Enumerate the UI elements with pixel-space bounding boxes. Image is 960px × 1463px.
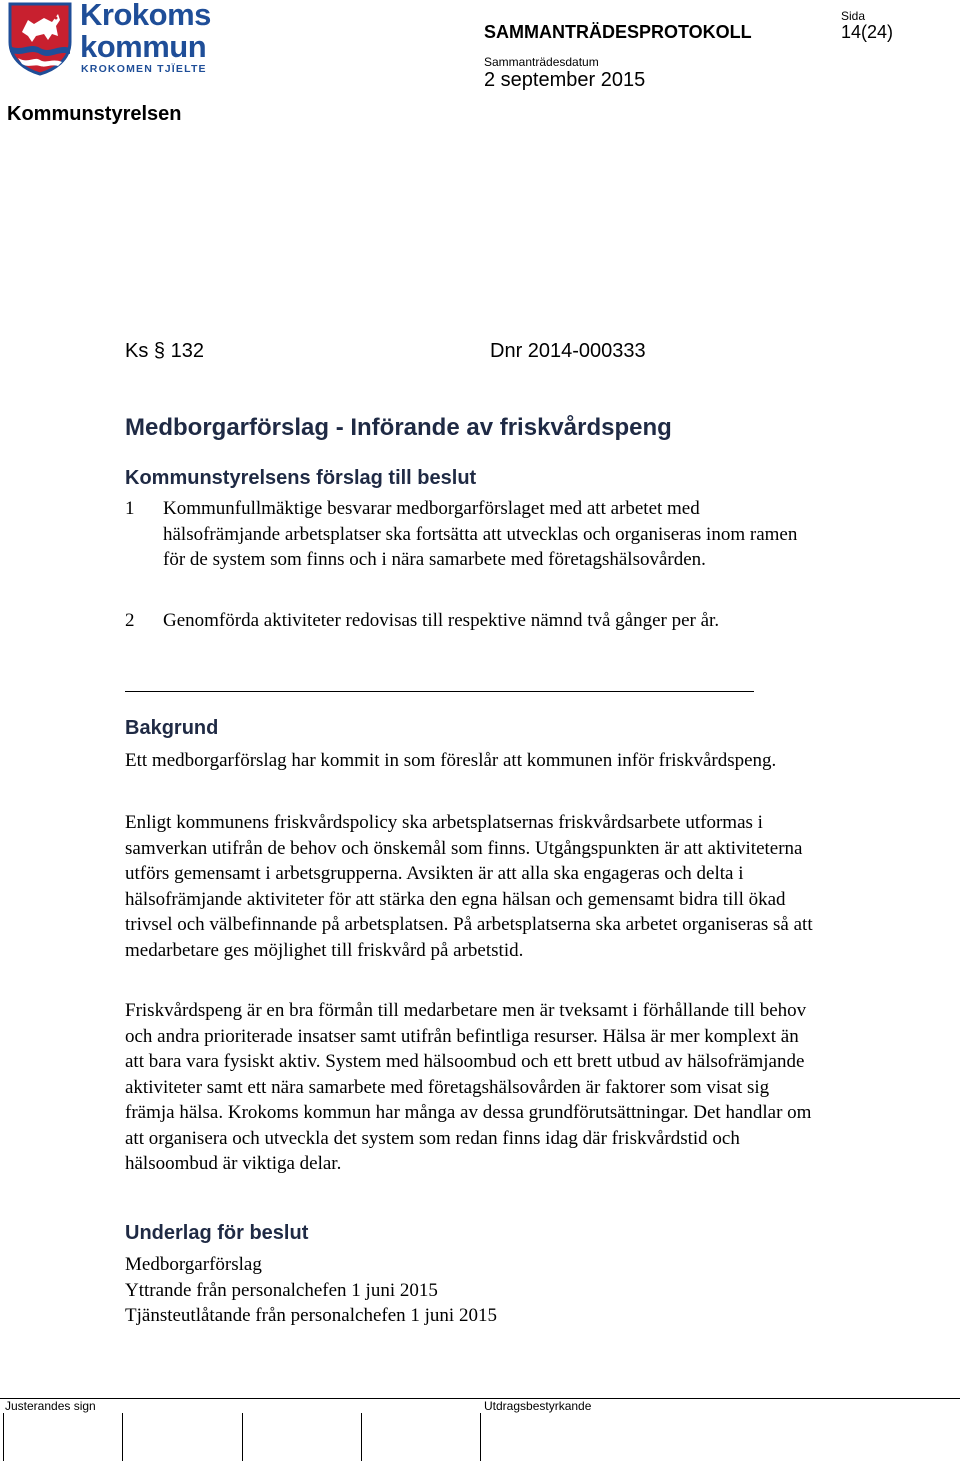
background-paragraph: Ett medborgarförslag har kommit in som föreslår att kommunen inför friskvårdspeng.: [125, 750, 777, 771]
divider-line: [125, 691, 724, 692]
background-heading: Bakgrund: [125, 717, 219, 739]
signature-box-divider: [242, 1413, 243, 1461]
logo-name-line2: kommun: [80, 29, 207, 64]
signature-box-divider: [3, 1413, 4, 1461]
case-title: Medborgarförslag - Införande av friskvårdspeng: [125, 414, 672, 441]
basis-item: Tjänsteutlåtande från personalchefen 1 juni 2015: [125, 1305, 497, 1326]
case-paragraph-number: Ks § 132: [125, 340, 204, 362]
basis-item: Yttrande från personalchefen 1 juni 2015: [125, 1279, 438, 1301]
logo-name-line1: Krokoms: [80, 0, 211, 32]
proposal-item-text: Genomförda aktiviteter redovisas till respektive nämnd två gånger per år.: [163, 610, 720, 631]
proposal-item-text: Kommunfullmäktige besvarar medborgarförslaget med att arbetet med hälsofrämjande arbetsplatser ska fortsätta att utvecklas och organiseras inom ramen för de system som finns och i nära samarbete med företagshälsovården.: [163, 498, 798, 570]
extract-certification-label: Utdragsbestyrkande: [484, 1399, 592, 1413]
organization-name: Kommunstyrelsen: [7, 103, 182, 125]
document-type: SAMMANTRÄDESPROTOKOLL: [484, 22, 752, 42]
proposal-item-number: 2: [125, 610, 135, 631]
meeting-date: 2 september 2015: [484, 69, 646, 91]
background-paragraph: Friskvårdspeng är en bra förmån till medarbetare men är tveksamt i förhållande till behov och andra prioriterade insatser samt utifrån befintliga resurser. Hälsa är mer komplext än att bara vara fysiskt aktiv. System med hälsoombud och ett brett utbud av hälsofrämjande aktiviteter samt ett nära samarbete med företagshälsovården är faktorer som visat sig främja hälsa. Krokoms kommun har många av dessa grundförutsättningar. Det handlar om att organisera och utveckla det system som redan finns idag där friskvårdstid och hälsoombud är viktiga delar.: [125, 1000, 812, 1174]
divider-line-short: [723, 691, 754, 692]
signature-box-divider: [480, 1413, 481, 1461]
case-dnr: Dnr 2014-000333: [490, 340, 646, 362]
signature-label: Justerandes sign: [5, 1399, 96, 1413]
basis-list: [125, 1252, 497, 1329]
basis-item: Medborgarförslag: [125, 1254, 262, 1275]
page-label: Sida: [841, 9, 866, 23]
logo-subtitle: KROKOMEN TJÏELTE: [81, 63, 207, 75]
proposal-item: [125, 608, 805, 634]
background-paragraph: Enligt kommunens friskvårdspolicy ska arbetsplatsernas friskvårdsarbete utformas i samverkan utifrån de behov och önskemål som finns. Utgångspunkten är att aktiviteterna utförs gemensamt i arbetsgrupperna. Avsikten är att alla ska engageras och delta i hälsofrämjande aktiviteter för att stärka den egna hälsan och gemensamt bidra till ökad trivsel och välbefinnande på arbetsplatsen. På arbetsplatserna ska arbetet organiseras så att medarbetare ges möjlighet till friskvård på arbetstid.: [125, 812, 813, 961]
basis-heading: Underlag för beslut: [125, 1222, 309, 1244]
signature-box-divider: [122, 1413, 123, 1461]
meeting-date-label: Sammanträdesdatum: [484, 55, 599, 69]
proposal-heading: Kommunstyrelsens förslag till beslut: [125, 467, 477, 489]
page-number: 14(24): [841, 22, 894, 42]
krokom-coat-of-arms-icon: [8, 2, 72, 76]
proposal-item-number: 1: [125, 498, 135, 519]
proposal-item: [125, 496, 805, 573]
footer-rule: [0, 1398, 960, 1399]
signature-box-divider: [361, 1413, 362, 1461]
